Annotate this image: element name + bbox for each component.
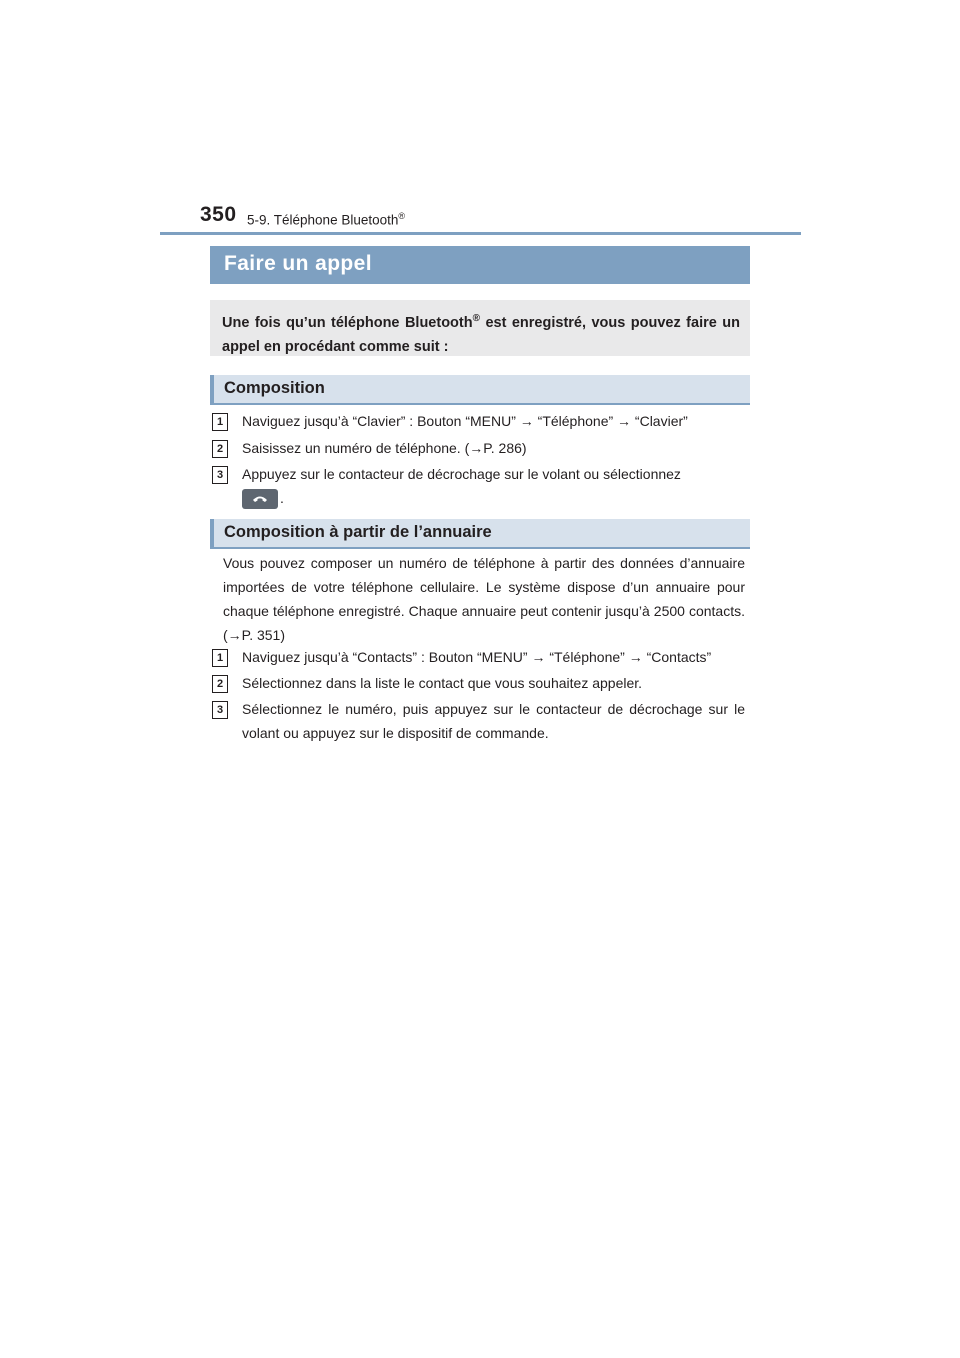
intro-part2: est enregistré, vous pouvez faire un appel en procédant comme suit :	[222, 314, 740, 355]
section-title: 5-9. Téléphone Bluetooth	[247, 212, 399, 228]
step-text	[242, 462, 745, 510]
annuaire-heading-bar	[210, 519, 750, 547]
intro-text	[222, 307, 740, 359]
registered-mark: ®	[398, 211, 406, 221]
page-title: Faire un appel	[224, 252, 372, 275]
page-number: 350	[200, 203, 237, 226]
step-number: 3	[212, 701, 228, 719]
title-banner	[210, 246, 750, 284]
annuaire-heading: Composition à partir de l’annuaire	[224, 523, 492, 541]
step-text: Naviguez jusqu’à “Clavier” : Bouton “MENU” → “Téléphone” → “Clavier”	[242, 413, 688, 429]
step-text: Sélectionnez le numéro, puis appuyez sur le contacteur de décrochage sur le volant ou appuyez sur le dispositif de commande.	[242, 701, 745, 741]
composition-heading-bar	[210, 375, 750, 403]
registered-mark: ®	[472, 313, 480, 324]
intro-box	[210, 300, 750, 356]
annuaire-paragraph: Vous pouvez composer un numéro de téléphone à partir des données d’annuaire importées de votre téléphone cellulaire. Le système dispose d’un annuaire pour chaque téléphone enregistré. Chaque annuaire peut contenir jusqu’à 2500 contacts. (→P. 351)	[223, 555, 745, 643]
section-reference	[247, 211, 405, 228]
step-text-body: Appuyez sur le contacteur de décrochage sur le volant ou sélectionnez	[242, 466, 681, 482]
composition-heading: Composition	[224, 379, 325, 397]
step-suffix: .	[280, 490, 284, 506]
step-number: 3	[212, 466, 228, 484]
step-text: Sélectionnez dans la liste le contact que vous souhaitez appeler.	[242, 675, 643, 691]
step-number: 1	[212, 413, 228, 431]
step-text: Naviguez jusqu’à “Contacts” : Bouton “MENU” → “Téléphone” → “Contacts”	[242, 649, 712, 665]
step-number: 2	[212, 675, 228, 693]
step-text: Saisissez un numéro de téléphone. (→P. 286)	[242, 440, 527, 456]
intro-part1: Une fois qu’un téléphone Bluetooth	[222, 314, 473, 331]
header-divider	[160, 232, 801, 235]
step-number: 2	[212, 440, 228, 458]
step-number: 1	[212, 649, 228, 667]
phone-handset-icon	[242, 489, 278, 509]
